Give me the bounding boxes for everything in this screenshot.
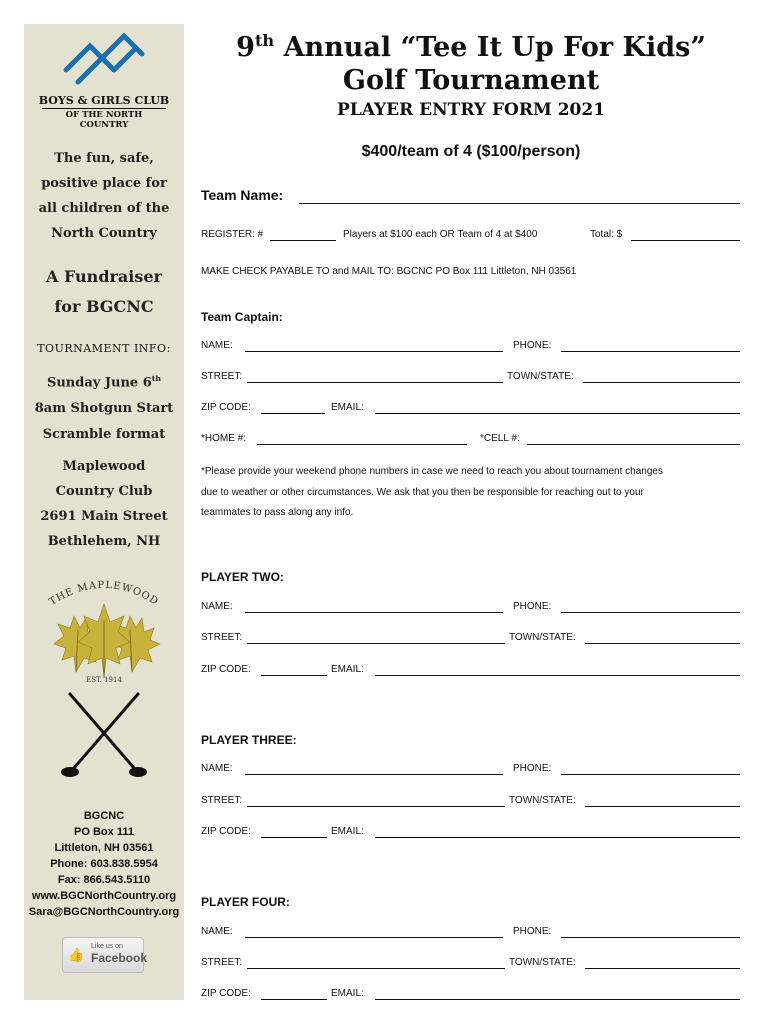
phone-note-line: due to weather or other circumstances. We ask that you then be responsible for reaching out to your <box>201 486 644 498</box>
team-captain-heading: Team Captain: <box>201 310 283 324</box>
player-four-phone-field[interactable] <box>561 937 740 938</box>
player-three-name-field[interactable] <box>245 774 503 775</box>
player-two-phone-label: PHONE: <box>513 601 552 612</box>
form-subtitle: PLAYER ENTRY FORM 2021 <box>336 100 606 120</box>
captain-home-phone-field[interactable] <box>257 444 467 445</box>
player-two-name-field[interactable] <box>245 612 503 613</box>
contact-line: Littleton, NH 03561 <box>54 842 154 854</box>
captain-cell-phone-field[interactable] <box>527 444 740 445</box>
fundraiser-line: for BGCNC <box>54 297 154 316</box>
player-three-street-label: STREET: <box>201 795 243 806</box>
player-four-heading: PLAYER FOUR: <box>201 895 290 909</box>
price-info: $400/team of 4 ($100/person) <box>361 143 581 160</box>
venue-line: Maplewood <box>62 459 146 474</box>
fundraiser-line: A Fundraiser <box>45 267 162 286</box>
title-line2: Golf Tournament <box>342 65 600 96</box>
player-four-phone-label: PHONE: <box>513 926 552 937</box>
player-three-phone-label: PHONE: <box>513 763 552 774</box>
player-three-town-field[interactable] <box>585 806 740 807</box>
tagline-line: all children of the <box>38 201 170 216</box>
venue-line: Country Club <box>55 484 153 499</box>
player-three-town-label: TOWN/STATE: <box>509 795 576 806</box>
tournament-info <box>24 366 184 448</box>
mail-instructions: MAKE CHECK PAYABLE TO and MAIL TO: BGCNC PO Box 111 Littleton, NH 03561 <box>201 266 577 277</box>
captain-town-field[interactable] <box>583 382 740 383</box>
player-three-street-field[interactable] <box>247 806 505 807</box>
phone-note-line: *Please provide your weekend phone numbers in case we need to reach you about tournament changes <box>201 466 663 477</box>
tournament-format: Scramble format <box>42 427 166 443</box>
player-four-town-label: TOWN/STATE: <box>509 957 576 968</box>
facebook-like-button[interactable] <box>62 937 148 973</box>
fundraiser-text <box>24 262 184 322</box>
title-text: Annual “Tee It Up For Kids” <box>274 32 706 63</box>
players-pricing-text: Players at $100 each OR Team of 4 at $400 <box>343 229 538 240</box>
captain-email-field[interactable] <box>375 413 740 414</box>
email-link[interactable]: Sara@BGCNorthCountry.org <box>28 906 180 918</box>
player-four-town-field[interactable] <box>585 968 740 969</box>
player-two-name-label: NAME: <box>201 601 233 612</box>
player-two-email-label: EMAIL: <box>331 664 364 675</box>
player-three-email-field[interactable] <box>375 837 740 838</box>
captain-phone-label: PHONE: <box>513 340 552 351</box>
title-number: 9 <box>236 32 255 63</box>
captain-street-label: STREET: <box>201 371 243 382</box>
tournament-date-text: Sunday June 6 <box>46 375 152 391</box>
tagline-line: North Country <box>51 226 157 241</box>
team-name-label: Team Name: <box>201 187 284 203</box>
website-link[interactable]: www.BGCNorthCountry.org <box>31 890 177 902</box>
tournament-date <box>24 366 184 396</box>
contact-line: Phone: 603.838.5954 <box>50 858 158 870</box>
player-three-phone-field[interactable] <box>561 774 740 775</box>
captain-email-label: EMAIL: <box>331 402 364 413</box>
player-two-zip-field[interactable] <box>261 675 327 676</box>
player-three-heading: PLAYER THREE: <box>201 733 297 747</box>
venue-line: 2691 Main Street <box>40 509 168 524</box>
org-name <box>24 94 184 130</box>
captain-street-field[interactable] <box>247 382 503 383</box>
player-two-town-label: TOWN/STATE: <box>509 632 576 643</box>
player-four-zip-field[interactable] <box>261 999 327 1000</box>
tagline-line: The fun, safe, <box>54 151 154 166</box>
phone-note <box>201 462 746 524</box>
player-two-heading: PLAYER TWO: <box>201 570 284 584</box>
player-four-name-label: NAME: <box>201 926 233 937</box>
tagline-line: positive place for <box>41 176 167 191</box>
contact-line: PO Box 111 <box>74 826 134 838</box>
venue <box>24 454 184 554</box>
player-three-name-label: NAME: <box>201 763 233 774</box>
facebook-like-label: Like us on <box>91 943 123 950</box>
contact-info <box>24 808 184 920</box>
captain-name-label: NAME: <box>201 340 233 351</box>
player-four-zip-label: ZIP CODE: <box>201 988 251 999</box>
player-four-street-field[interactable] <box>247 968 505 969</box>
player-four-email-field[interactable] <box>375 999 740 1000</box>
captain-phone-field[interactable] <box>561 351 740 352</box>
register-label: REGISTER: # <box>201 229 264 240</box>
org-name-line2: OF THE NORTH COUNTRY <box>42 108 166 130</box>
phone-note-line: teammates to pass along any info. <box>201 507 354 518</box>
title-line1 <box>196 24 746 64</box>
facebook-label: Facebook <box>91 951 148 965</box>
player-four-street-label: STREET: <box>201 957 243 968</box>
captain-zip-label: ZIP CODE: <box>201 402 251 413</box>
total-field[interactable] <box>631 240 740 241</box>
player-two-street-field[interactable] <box>247 643 505 644</box>
register-count-field[interactable] <box>270 240 336 241</box>
golf-clubs-icon <box>56 688 152 784</box>
player-three-email-label: EMAIL: <box>331 826 364 837</box>
player-two-zip-label: ZIP CODE: <box>201 664 251 675</box>
captain-name-field[interactable] <box>245 351 503 352</box>
contact-line: Fax: 866.543.5110 <box>57 874 151 886</box>
captain-cell-phone-label: *CELL #: <box>480 433 520 444</box>
venue-line: Bethlehem, NH <box>47 534 161 549</box>
tagline <box>24 146 184 246</box>
maplewood-logo-text: THE MAPLEWOOD <box>47 579 161 608</box>
org-name-line1: BOYS & GIRLS CLUB <box>38 94 170 107</box>
captain-home-phone-label: *HOME #: <box>201 433 247 444</box>
player-three-zip-label: ZIP CODE: <box>201 826 251 837</box>
player-four-email-label: EMAIL: <box>331 988 364 999</box>
captain-town-label: TOWN/STATE: <box>507 371 574 382</box>
total-label: Total: $ <box>590 229 623 240</box>
player-four-name-field[interactable] <box>245 937 503 938</box>
player-two-town-field[interactable] <box>585 643 740 644</box>
player-two-street-label: STREET: <box>201 632 243 643</box>
contact-line: BGCNC <box>83 810 125 822</box>
page-title <box>196 24 746 97</box>
player-two-phone-field[interactable] <box>561 612 740 613</box>
thumbs-up-icon: 👍 <box>68 947 85 962</box>
bgc-logo-icon <box>58 32 148 92</box>
tournament-start: 8am Shotgun Start <box>34 401 174 417</box>
player-two-email-field[interactable] <box>375 675 740 676</box>
captain-zip-field[interactable] <box>261 413 325 414</box>
maplewood-est: EST. 1914 <box>86 676 122 684</box>
player-three-zip-field[interactable] <box>261 837 327 838</box>
tournament-date-suffix: th <box>151 374 162 383</box>
tournament-info-heading: TOURNAMENT INFO: <box>37 342 171 355</box>
team-name-field[interactable] <box>299 203 740 204</box>
title-number-suffix: th <box>254 31 275 50</box>
